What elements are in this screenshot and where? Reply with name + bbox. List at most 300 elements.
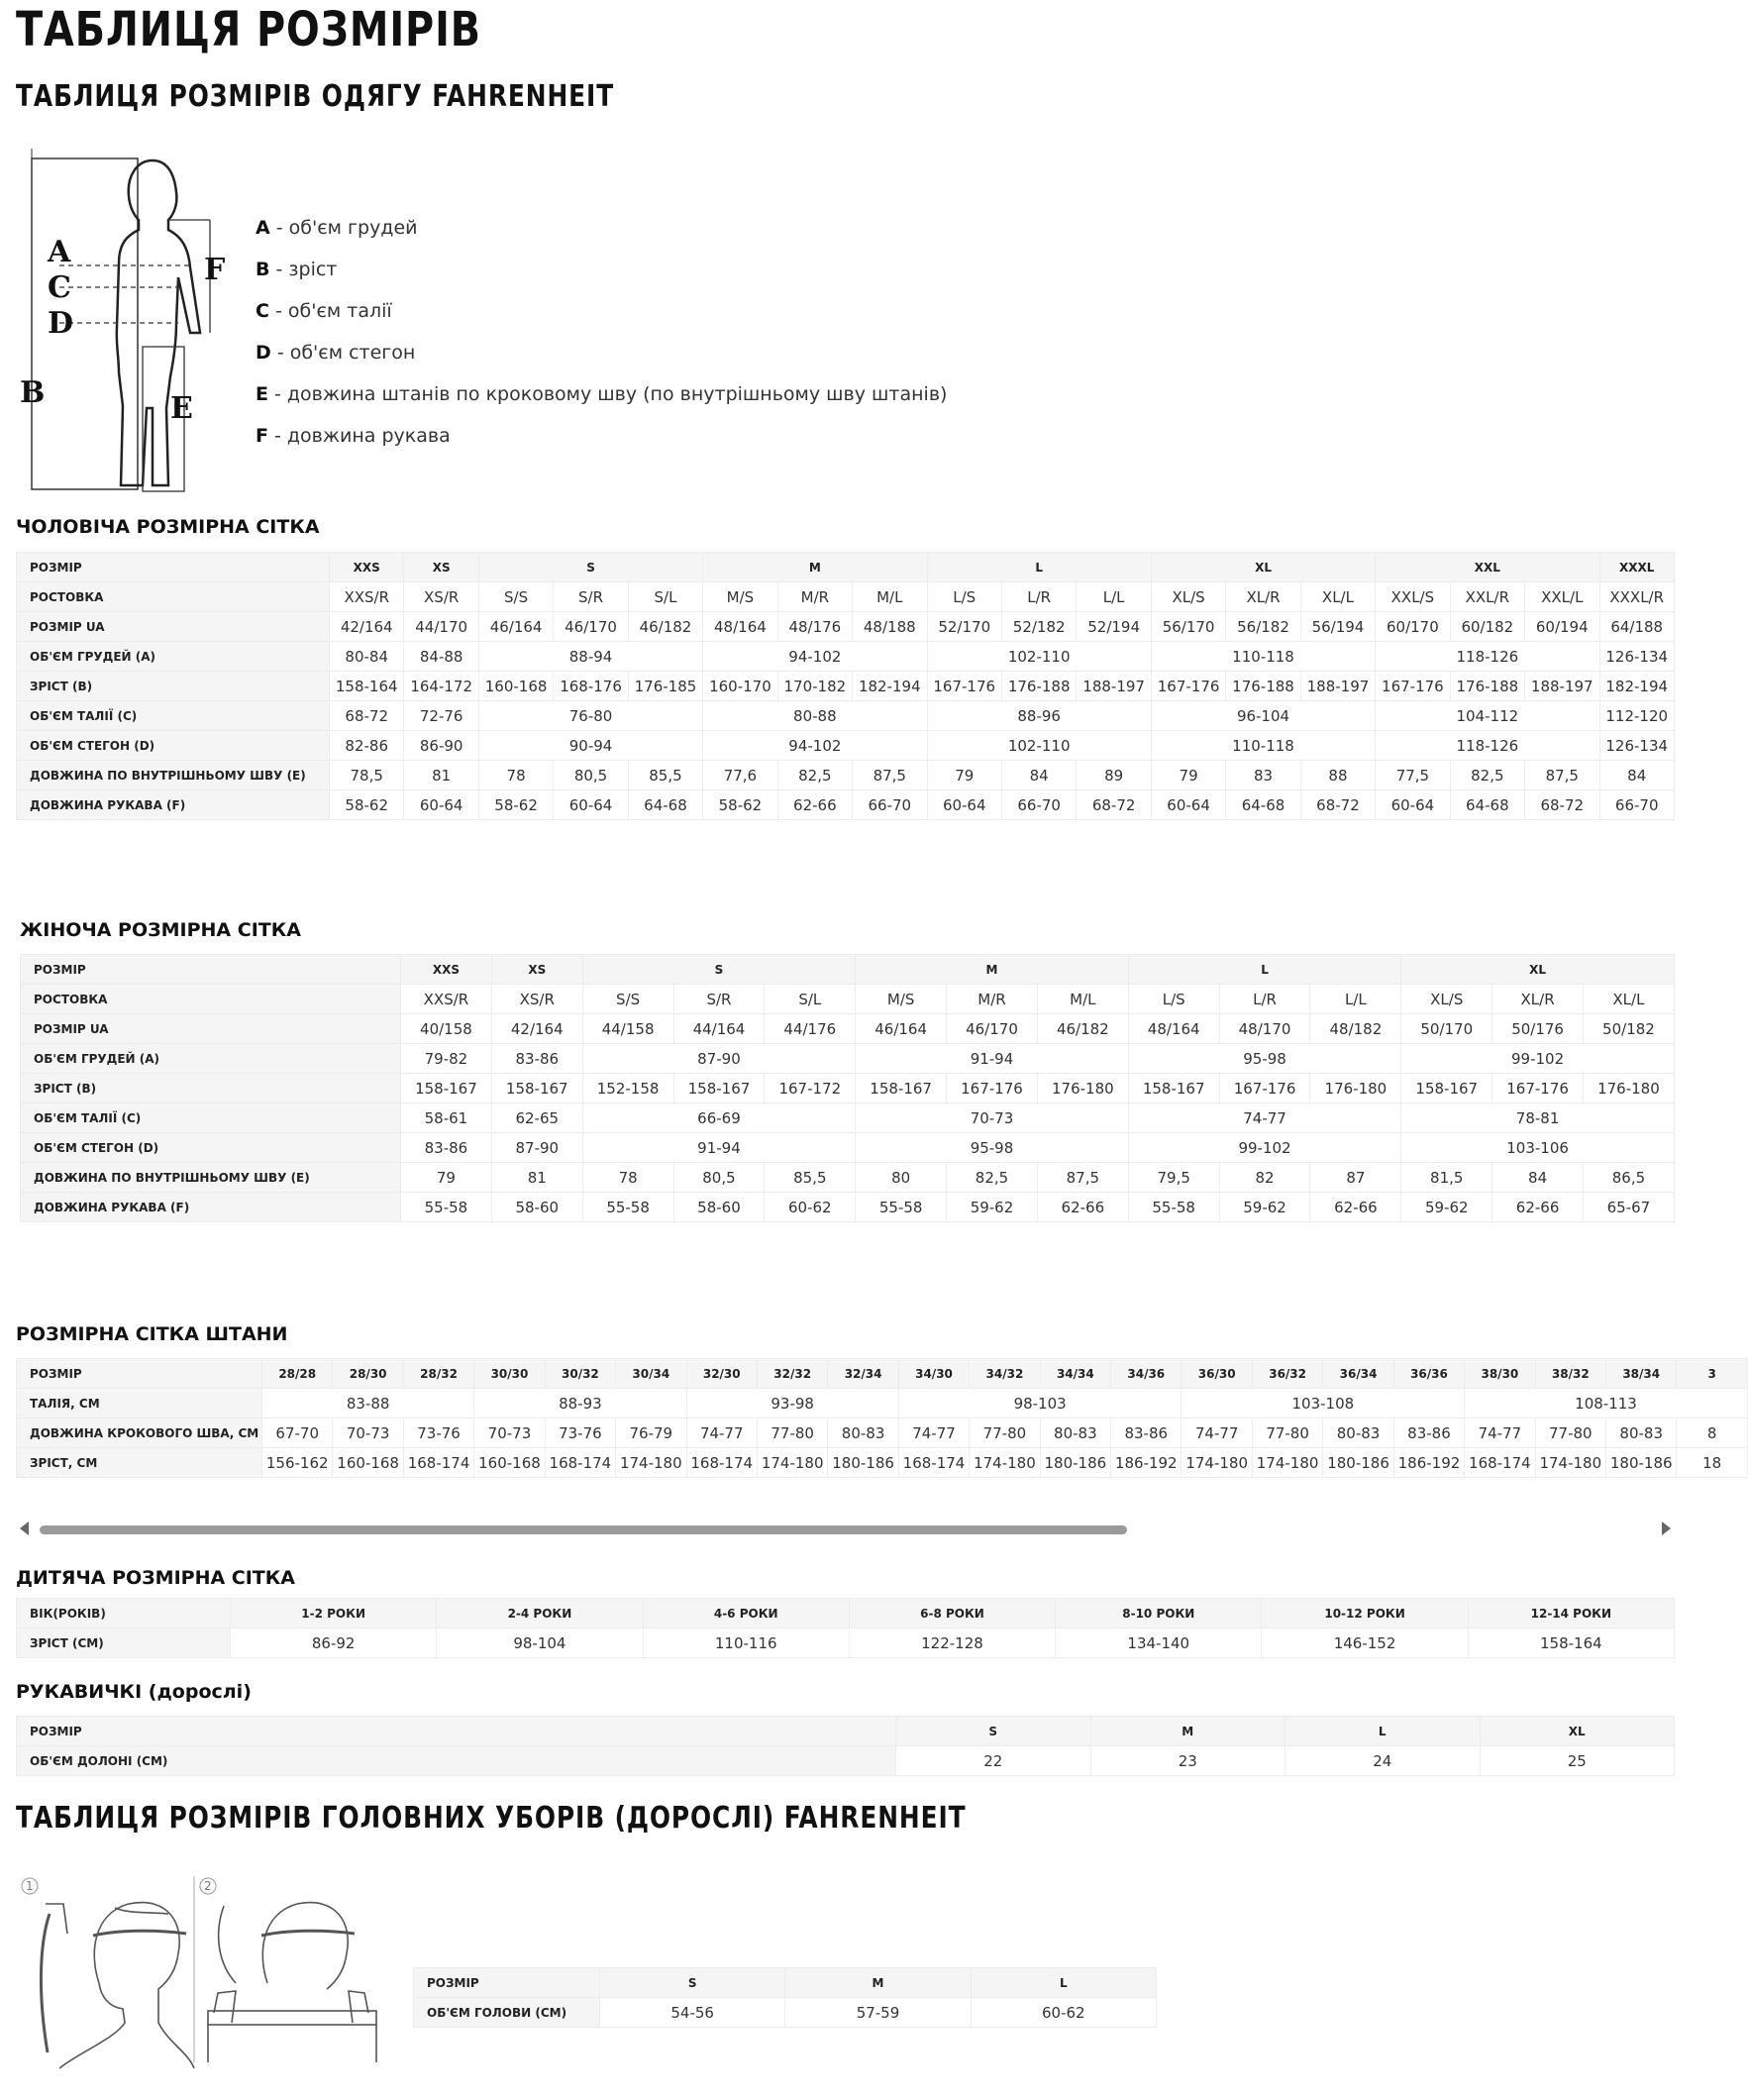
table-cell: 167-172: [765, 1074, 856, 1103]
table-header-row: [17, 1359, 1748, 1389]
table-cell: 82,5: [1450, 761, 1524, 790]
table-cell: 95-98: [856, 1133, 1129, 1163]
header-cell: XL: [1151, 553, 1375, 582]
row-label: ЗРІСТ, СМ: [17, 1448, 262, 1478]
header-cell: 38/30: [1465, 1359, 1535, 1389]
table-cell: 52/182: [1001, 612, 1076, 642]
header-cell: 3: [1677, 1359, 1747, 1389]
table-cell: 168-174: [1465, 1448, 1535, 1478]
table-cell: 74-77: [898, 1418, 969, 1448]
women-size-table: [20, 954, 1675, 1222]
table-cell: M/R: [947, 985, 1038, 1014]
table-cell: 81,5: [1401, 1163, 1492, 1193]
clothing-title: ТАБЛИЦЯ РОЗМІРІВ ОДЯГУ FAHRENHEIT: [16, 79, 615, 114]
table-cell: 60-64: [404, 790, 478, 820]
table-cell: 52/194: [1077, 612, 1151, 642]
table-cell: 168-176: [554, 672, 628, 701]
table-cell: XL/S: [1151, 582, 1225, 612]
table-cell: 64/188: [1599, 612, 1674, 642]
row-label: ОБ'ЄМ ТАЛІЇ (С): [21, 1103, 401, 1133]
table-cell: 83-86: [401, 1133, 492, 1163]
table-cell: 80-88: [703, 701, 927, 731]
table-cell: 134-140: [1056, 1628, 1262, 1658]
row-label: ТАЛІЯ, СМ: [17, 1389, 262, 1418]
table-cell: 66-70: [853, 790, 927, 820]
table-row: [17, 1418, 1748, 1448]
table-cell: XL/R: [1226, 582, 1300, 612]
table-cell: 68-72: [1525, 790, 1599, 820]
table-cell: 56/194: [1300, 612, 1375, 642]
table-row: [17, 1448, 1748, 1478]
row-label: РОЗМІР: [414, 1968, 600, 1998]
table-cell: 72-76: [404, 701, 478, 731]
table-cell: 48/164: [1128, 1014, 1219, 1044]
table-cell: 44/170: [404, 612, 478, 642]
header-cell: XS: [491, 955, 582, 985]
table-cell: M/R: [777, 582, 852, 612]
table-cell: S/S: [478, 582, 553, 612]
table-cell: 80: [856, 1163, 947, 1193]
table-cell: 87,5: [853, 761, 927, 790]
table-cell: 73-76: [545, 1418, 615, 1448]
table-cell: 62-66: [1310, 1193, 1401, 1222]
table-cell: 158-167: [491, 1074, 582, 1103]
table-cell: 22: [896, 1746, 1091, 1776]
header-cell: XXXL: [1599, 553, 1674, 582]
table-cell: 108-113: [1465, 1389, 1748, 1418]
table-row: [17, 1628, 1675, 1658]
table-cell: 160-168: [474, 1448, 545, 1478]
table-cell: 180-186: [1606, 1448, 1677, 1478]
table-row: [17, 1746, 1675, 1776]
table-cell: 88-93: [474, 1389, 686, 1418]
table-row: [17, 672, 1675, 701]
table-cell: 60/170: [1376, 612, 1450, 642]
table-cell: 158-167: [673, 1074, 765, 1103]
legend-item: E - довжина штанів по кроковому шву (по внутрішньому шву штанів): [256, 383, 948, 405]
table-cell: 77,6: [703, 761, 777, 790]
table-cell: 65-67: [1584, 1193, 1675, 1222]
table-cell: 88-96: [927, 701, 1151, 731]
table-cell: 170-182: [777, 672, 852, 701]
table-cell: L/S: [1128, 985, 1219, 1014]
header-cell: M: [703, 553, 927, 582]
step-number: 2: [204, 1879, 212, 1893]
header-cell: 36/32: [1252, 1359, 1322, 1389]
row-label: РОЗМІР: [21, 955, 401, 985]
table-cell: 62-66: [777, 790, 852, 820]
table-cell: 168-174: [403, 1448, 473, 1478]
table-cell: 58-60: [673, 1193, 765, 1222]
header-cell: 8-10 РОКИ: [1056, 1599, 1262, 1628]
table-cell: 104-112: [1376, 701, 1599, 731]
table-cell: 99-102: [1401, 1044, 1675, 1074]
table-cell: 167-176: [1219, 1074, 1310, 1103]
header-cell: 2-4 РОКИ: [437, 1599, 643, 1628]
table-cell: 55-58: [582, 1193, 673, 1222]
pants-size-table: [16, 1358, 1748, 1478]
table-row: [17, 1389, 1748, 1418]
table-cell: 79: [401, 1163, 492, 1193]
table-cell: 78,5: [330, 761, 404, 790]
row-label: ЗРІСТ (В): [17, 672, 330, 701]
table-row: [17, 642, 1675, 672]
table-cell: 174-180: [1252, 1448, 1322, 1478]
header-cell: 30/30: [474, 1359, 545, 1389]
table-cell: 126-134: [1599, 642, 1674, 672]
kids-table-title: ДИТЯЧА РОЗМІРНА СІТКА: [16, 1567, 295, 1589]
row-label: ОБ'ЄМ СТЕГОН (D): [17, 731, 330, 761]
table-cell: 110-116: [643, 1628, 849, 1658]
table-row: [17, 701, 1675, 731]
header-cell: 34/32: [970, 1359, 1040, 1389]
table-cell: 40/158: [401, 1014, 492, 1044]
header-cell: L: [971, 1968, 1156, 1998]
table-cell: 86-90: [404, 731, 478, 761]
table-cell: 8: [1677, 1418, 1747, 1448]
table-cell: S/R: [673, 985, 765, 1014]
kids-size-table: [16, 1598, 1675, 1658]
table-cell: 82-86: [330, 731, 404, 761]
table-cell: 82,5: [947, 1163, 1038, 1193]
row-label: ДОВЖИНА КРОКОВОГО ШВА, СМ: [17, 1418, 262, 1448]
table-cell: 80,5: [554, 761, 628, 790]
table-cell: XXL/S: [1376, 582, 1450, 612]
table-cell: 80-84: [330, 642, 404, 672]
header-cell: XXL: [1376, 553, 1599, 582]
table-cell: 57-59: [785, 1998, 971, 2028]
row-label: ОБ'ЄМ ДОЛОНІ (СМ): [17, 1746, 896, 1776]
table-cell: 83: [1226, 761, 1300, 790]
table-cell: 112-120: [1599, 701, 1674, 731]
table-cell: 182-194: [853, 672, 927, 701]
row-label: РОСТОВКА: [17, 582, 330, 612]
row-label: ЗРІСТ (В): [21, 1074, 401, 1103]
header-cell: 36/30: [1182, 1359, 1252, 1389]
table-cell: 77-80: [1252, 1418, 1322, 1448]
table-cell: 174-180: [757, 1448, 827, 1478]
women-table-title: ЖІНОЧА РОЗМІРНА СІТКА: [20, 919, 301, 941]
table-row: [21, 1133, 1675, 1163]
header-cell: 10-12 РОКИ: [1262, 1599, 1468, 1628]
header-cell: 36/34: [1323, 1359, 1393, 1389]
table-cell: 60/182: [1450, 612, 1524, 642]
table-cell: 59-62: [1401, 1193, 1492, 1222]
table-cell: 84-88: [404, 642, 478, 672]
scroll-left-arrow-icon[interactable]: [20, 1522, 29, 1535]
table-cell: 87-90: [582, 1044, 856, 1074]
body-measurement-figure: [20, 149, 238, 495]
table-cell: XL/S: [1401, 985, 1492, 1014]
table-cell: 118-126: [1376, 642, 1599, 672]
table-cell: 64-68: [628, 790, 702, 820]
pants-table-scroll-area[interactable]: [16, 1358, 1722, 1519]
table-cell: 79: [927, 761, 1001, 790]
table-cell: 42/164: [330, 612, 404, 642]
table-cell: 77-80: [970, 1418, 1040, 1448]
row-label: РОЗМІР UA: [21, 1014, 401, 1044]
table-cell: XL/L: [1300, 582, 1375, 612]
table-cell: 83-86: [491, 1044, 582, 1074]
table-cell: 79: [1151, 761, 1225, 790]
table-cell: 58-62: [330, 790, 404, 820]
table-cell: 58-61: [401, 1103, 492, 1133]
table-cell: 176-180: [1584, 1074, 1675, 1103]
table-cell: 70-73: [333, 1418, 403, 1448]
table-cell: 86-92: [231, 1628, 437, 1658]
table-cell: S/R: [554, 582, 628, 612]
table-cell: 54-56: [600, 1998, 785, 2028]
header-cell: 30/32: [545, 1359, 615, 1389]
figure-letter-f: F: [204, 253, 226, 287]
row-label: РОЗМІР UA: [17, 612, 330, 642]
table-cell: 74-77: [686, 1418, 757, 1448]
table-cell: 80-83: [1040, 1418, 1110, 1448]
table-cell: 87,5: [1037, 1163, 1128, 1193]
table-cell: 188-197: [1300, 672, 1375, 701]
table-cell: 48/182: [1310, 1014, 1401, 1044]
table-row: [21, 1074, 1675, 1103]
table-row: [17, 790, 1675, 820]
table-row: [21, 1163, 1675, 1193]
men-table-title: ЧОЛОВІЧА РОЗМІРНА СІТКА: [16, 516, 320, 538]
table-cell: 174-180: [1535, 1448, 1605, 1478]
table-header-row: [21, 955, 1675, 985]
table-cell: 168-174: [898, 1448, 969, 1478]
table-cell: 95-98: [1128, 1044, 1401, 1074]
table-cell: 186-192: [1393, 1448, 1464, 1478]
header-cell: 30/34: [616, 1359, 686, 1389]
table-header-row: [414, 1968, 1157, 1998]
table-cell: 78: [478, 761, 553, 790]
gloves-table-wrap: [16, 1716, 1674, 1795]
headwear-size-table: [413, 1967, 1157, 2028]
table-header-row: [17, 1599, 1675, 1628]
table-cell: 156-162: [262, 1448, 333, 1478]
table-cell: 180-186: [828, 1448, 898, 1478]
table-cell: 60-64: [927, 790, 1001, 820]
table-cell: 86,5: [1584, 1163, 1675, 1193]
header-cell: 32/30: [686, 1359, 757, 1389]
table-cell: XL/R: [1492, 985, 1584, 1014]
table-cell: 99-102: [1128, 1133, 1401, 1163]
table-cell: 78: [582, 1163, 673, 1193]
table-cell: 58-62: [478, 790, 553, 820]
table-cell: 188-197: [1525, 672, 1599, 701]
header-cell: 1-2 РОКИ: [231, 1599, 437, 1628]
table-cell: 74-77: [1465, 1418, 1535, 1448]
table-cell: 118-126: [1376, 731, 1599, 761]
table-cell: 110-118: [1151, 642, 1375, 672]
table-row: [21, 1193, 1675, 1222]
scrollbar-thumb[interactable]: [40, 1525, 1127, 1534]
header-cell: XL: [1480, 1717, 1675, 1746]
table-cell: 84: [1599, 761, 1674, 790]
table-cell: 126-134: [1599, 731, 1674, 761]
table-cell: 77-80: [1535, 1418, 1605, 1448]
row-label: ВІК(РОКІВ): [17, 1599, 231, 1628]
table-cell: 44/158: [582, 1014, 673, 1044]
table-row: [21, 1014, 1675, 1044]
legend-item: B - зріст: [256, 259, 338, 280]
table-cell: 176-180: [1037, 1074, 1128, 1103]
table-cell: 176-188: [1450, 672, 1524, 701]
table-row: [21, 1044, 1675, 1074]
table-cell: 85,5: [628, 761, 702, 790]
table-cell: S/L: [765, 985, 856, 1014]
table-cell: 87-90: [491, 1133, 582, 1163]
header-cell: 6-8 РОКИ: [849, 1599, 1055, 1628]
header-cell: XXS: [330, 553, 404, 582]
table-cell: 78-81: [1401, 1103, 1675, 1133]
table-cell: 146-152: [1262, 1628, 1468, 1658]
row-label: РОСТОВКА: [21, 985, 401, 1014]
table-cell: 79,5: [1128, 1163, 1219, 1193]
table-cell: S/S: [582, 985, 673, 1014]
header-cell: 34/30: [898, 1359, 969, 1389]
table-cell: 82: [1219, 1163, 1310, 1193]
row-label: ДОВЖИНА РУКАВА (F): [17, 790, 330, 820]
table-cell: 167-176: [1376, 672, 1450, 701]
table-cell: 55-58: [401, 1193, 492, 1222]
table-cell: 102-110: [927, 642, 1151, 672]
table-cell: 83-86: [1393, 1418, 1464, 1448]
header-cell: L: [1285, 1717, 1481, 1746]
table-cell: 94-102: [703, 642, 927, 672]
row-label: ОБ'ЄМ ГОЛОВИ (СМ): [414, 1998, 600, 2028]
table-row: [17, 761, 1675, 790]
table-cell: 103-106: [1401, 1133, 1675, 1163]
table-cell: 167-176: [947, 1074, 1038, 1103]
table-row: [414, 1998, 1157, 2028]
table-cell: 59-62: [1219, 1193, 1310, 1222]
table-cell: 46/170: [947, 1014, 1038, 1044]
table-cell: XXL/R: [1450, 582, 1524, 612]
header-cell: 12-14 РОКИ: [1468, 1599, 1674, 1628]
table-cell: XXXL/R: [1599, 582, 1674, 612]
header-cell: 38/34: [1606, 1359, 1677, 1389]
figure-letter-e: E: [170, 391, 193, 426]
table-cell: 76-79: [616, 1418, 686, 1448]
table-cell: 158-167: [1128, 1074, 1219, 1103]
table-cell: 167-176: [1492, 1074, 1584, 1103]
table-cell: 158-167: [1401, 1074, 1492, 1103]
table-cell: 110-118: [1151, 731, 1375, 761]
table-cell: 80-83: [1606, 1418, 1677, 1448]
table-cell: 80-83: [1323, 1418, 1393, 1448]
table-cell: 60-62: [971, 1998, 1156, 2028]
table-cell: 62-66: [1037, 1193, 1128, 1222]
table-cell: 84: [1492, 1163, 1584, 1193]
headwear-title: ТАБЛИЦЯ РОЗМІРІВ ГОЛОВНИХ УБОРІВ (ДОРОСЛІ) FAHRENHEIT: [16, 1801, 967, 1836]
table-cell: 160-170: [703, 672, 777, 701]
table-cell: 64-68: [1226, 790, 1300, 820]
table-cell: 48/170: [1219, 1014, 1310, 1044]
table-cell: 88: [1300, 761, 1375, 790]
table-cell: 158-164: [1468, 1628, 1674, 1658]
table-cell: 186-192: [1111, 1448, 1182, 1478]
table-cell: 56/182: [1226, 612, 1300, 642]
header-cell: 4-6 РОКИ: [643, 1599, 849, 1628]
legend-item: D - об'єм стегон: [256, 342, 416, 364]
table-cell: L/S: [927, 582, 1001, 612]
row-label: ОБ'ЄМ ГРУДЕЙ (А): [17, 642, 330, 672]
table-cell: 83-86: [1111, 1418, 1182, 1448]
table-cell: 180-186: [1040, 1448, 1110, 1478]
table-cell: L/L: [1077, 582, 1151, 612]
table-cell: 23: [1090, 1746, 1285, 1776]
table-cell: 25: [1480, 1746, 1675, 1776]
table-cell: M/S: [856, 985, 947, 1014]
figure-letter-a: A: [48, 235, 71, 269]
table-cell: 50/182: [1584, 1014, 1675, 1044]
table-cell: 76-80: [478, 701, 702, 731]
table-row: [21, 985, 1675, 1014]
header-cell: 32/32: [757, 1359, 827, 1389]
table-cell: XXL/L: [1525, 582, 1599, 612]
measurement-legend: [256, 210, 947, 460]
table-row: [17, 612, 1675, 642]
table-cell: 77-80: [757, 1418, 827, 1448]
table-cell: 176-188: [1226, 672, 1300, 701]
table-cell: 44/164: [673, 1014, 765, 1044]
figure-letter-c: C: [48, 270, 71, 305]
table-cell: 62-65: [491, 1103, 582, 1133]
table-cell: 50/176: [1492, 1014, 1584, 1044]
table-cell: 66-70: [1001, 790, 1076, 820]
table-cell: 174-180: [1182, 1448, 1252, 1478]
table-cell: 160-168: [478, 672, 553, 701]
table-cell: L/R: [1219, 985, 1310, 1014]
table-cell: 96-104: [1151, 701, 1375, 731]
header-cell: 32/34: [828, 1359, 898, 1389]
table-cell: 24: [1285, 1746, 1481, 1776]
table-cell: 164-172: [404, 672, 478, 701]
table-cell: 55-58: [856, 1193, 947, 1222]
header-cell: 34/36: [1111, 1359, 1182, 1389]
page-title: ТАБЛИЦЯ РОЗМІРІВ: [16, 2, 481, 57]
table-cell: 91-94: [856, 1044, 1129, 1074]
scroll-right-arrow-icon[interactable]: [1662, 1522, 1671, 1535]
table-cell: 52/170: [927, 612, 1001, 642]
table-cell: M/S: [703, 582, 777, 612]
table-cell: 46/182: [1037, 1014, 1128, 1044]
table-cell: 102-110: [927, 731, 1151, 761]
header-cell: 38/32: [1535, 1359, 1605, 1389]
table-cell: 167-176: [927, 672, 1001, 701]
table-cell: XS/R: [491, 985, 582, 1014]
table-cell: 60-64: [554, 790, 628, 820]
table-cell: 42/164: [491, 1014, 582, 1044]
table-cell: 56/170: [1151, 612, 1225, 642]
table-cell: 176-188: [1001, 672, 1076, 701]
header-cell: XS: [404, 553, 478, 582]
table-cell: 74-77: [1182, 1418, 1252, 1448]
gloves-table-title: РУКАВИЧКІ (дорослі): [16, 1681, 252, 1703]
legend-item: A - об'єм грудей: [256, 217, 418, 239]
table-header-row: [17, 553, 1675, 582]
table-row: [21, 1103, 1675, 1133]
table-cell: 98-104: [437, 1628, 643, 1658]
table-cell: 58-62: [703, 790, 777, 820]
legend-item: C - об'єм талії: [256, 300, 392, 322]
table-row: [17, 731, 1675, 761]
header-cell: XL: [1401, 955, 1675, 985]
table-cell: 60-62: [765, 1193, 856, 1222]
header-cell: M: [1090, 1717, 1285, 1746]
table-cell: 46/170: [554, 612, 628, 642]
table-cell: 167-176: [1151, 672, 1225, 701]
